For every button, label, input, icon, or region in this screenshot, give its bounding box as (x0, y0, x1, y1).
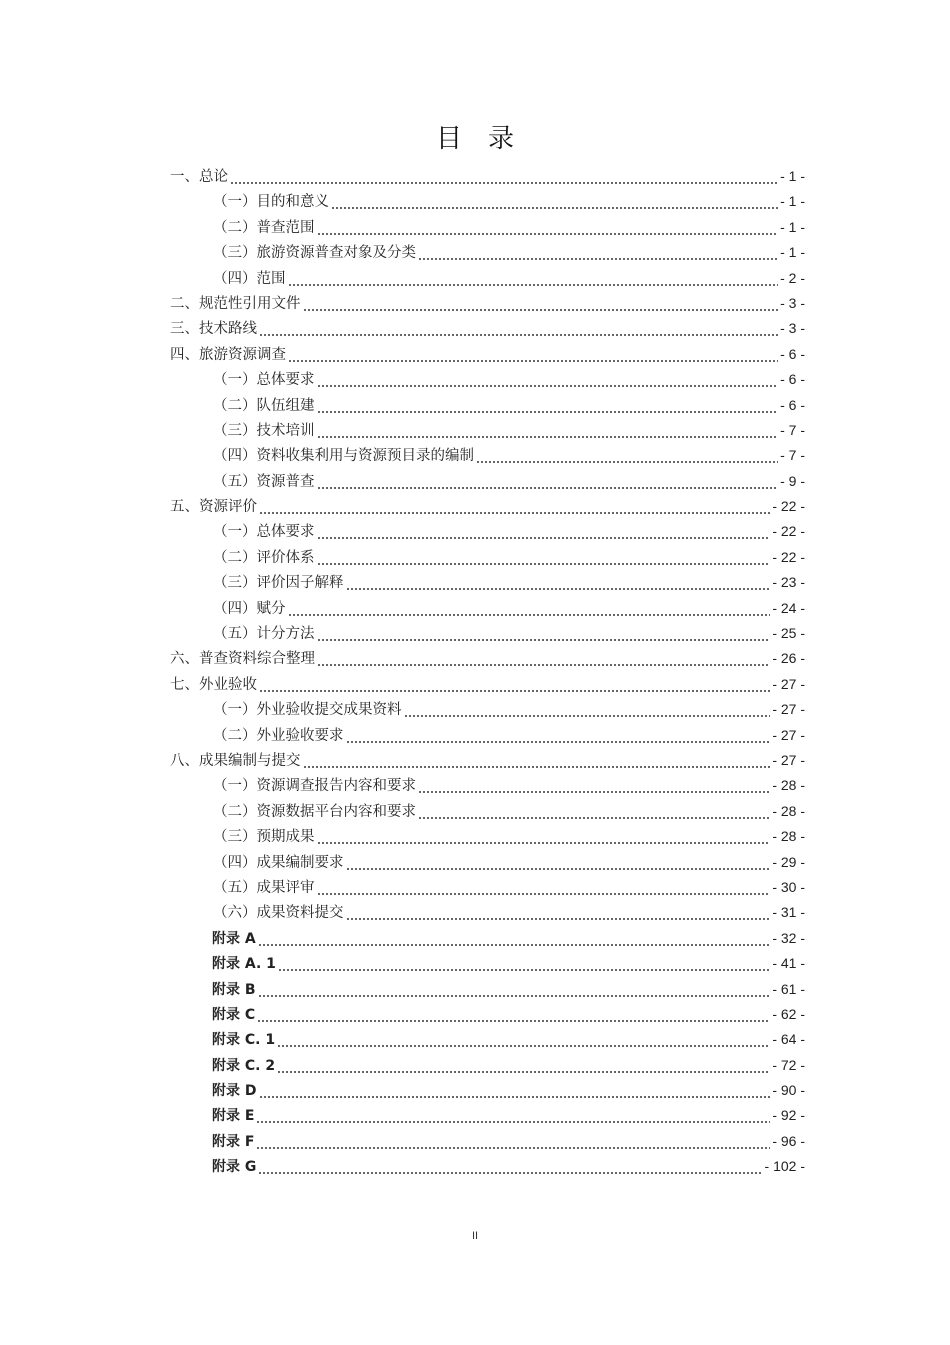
dot-leader (317, 469, 779, 494)
toc-entry-label: 二、规范性引用文件 (170, 295, 301, 312)
toc-entry[interactable] (0, 215, 950, 240)
toc-entry[interactable] (0, 494, 950, 519)
dot-leader (317, 824, 771, 849)
toc-entry-page: - 22 - (772, 523, 805, 540)
toc-entry-label: 附录 D (212, 1083, 257, 1100)
toc-entry-label: 四、旅游资源调查 (170, 346, 286, 363)
toc-entry-page: - 62 - (772, 1005, 805, 1022)
dot-leader (346, 723, 771, 748)
toc-entry-label: （二）队伍组建 (213, 397, 315, 414)
toc-entry-label: 附录 C. 2 (212, 1057, 276, 1074)
toc-entry-label: （一）外业验收提交成果资料 (213, 702, 402, 719)
toc-entry[interactable] (0, 164, 950, 189)
toc-entry-label: （二）普查范围 (213, 219, 315, 236)
dot-leader (256, 1103, 770, 1128)
toc-entry[interactable] (0, 443, 950, 468)
toc-entry[interactable] (0, 773, 950, 798)
dot-leader (317, 393, 779, 418)
toc-entry-label: （四）赋分 (213, 600, 286, 617)
toc-entry[interactable] (0, 570, 950, 595)
dot-leader (404, 697, 771, 722)
toc-entry[interactable] (0, 316, 950, 341)
toc-entry-page: - 6 - (780, 371, 805, 388)
dot-leader (256, 1129, 770, 1154)
toc-entry-page: - 1 - (780, 193, 805, 210)
toc-entry[interactable] (0, 646, 950, 671)
toc-entry-page: - 92 - (772, 1107, 805, 1124)
toc-entry[interactable] (0, 266, 950, 291)
toc-entry-label: 三、技术路线 (170, 321, 257, 338)
dot-leader (259, 316, 778, 341)
toc-entry[interactable] (0, 926, 950, 951)
toc-entry-page: - 24 - (772, 599, 805, 616)
toc-entry[interactable] (0, 850, 950, 875)
dot-leader (317, 875, 771, 900)
toc-entry-page: - 1 - (780, 168, 805, 184)
toc-entry[interactable] (0, 672, 950, 697)
toc-entry-page: - 27 - (772, 701, 805, 718)
dot-leader (288, 342, 778, 367)
toc-entry[interactable] (0, 748, 950, 773)
toc-entry[interactable] (0, 393, 950, 418)
dot-leader (259, 1078, 771, 1103)
toc-entry-label: （二）资源数据平台内容和要求 (213, 803, 416, 820)
toc-entry-page: - 25 - (772, 625, 805, 642)
toc-entry-label: 附录 F (212, 1133, 255, 1150)
toc-entry-page: - 96 - (772, 1132, 805, 1149)
toc-entry-label: （五）成果评审 (213, 879, 315, 896)
toc-entry-label: 七、外业验收 (170, 676, 257, 693)
toc-entry-label: （四）资料收集利用与资源预目录的编制 (213, 448, 474, 465)
toc-entry[interactable] (0, 1154, 950, 1179)
toc-entry-page: - 27 - (772, 726, 805, 743)
toc-entry-page: - 41 - (772, 955, 805, 972)
toc-entry-label: 附录 G (212, 1159, 257, 1176)
toc-entry[interactable] (0, 1129, 950, 1154)
dot-leader (317, 367, 779, 392)
toc-entry-label: （二）评价体系 (213, 549, 315, 566)
toc-title: 目录 (435, 124, 540, 154)
dot-leader (418, 240, 778, 265)
dot-leader (317, 646, 770, 671)
dot-leader (259, 494, 770, 519)
toc-entry-page: - 22 - (772, 548, 805, 565)
dot-leader (331, 189, 778, 214)
toc-entry-page: - 27 - (772, 675, 805, 692)
toc-entry-label: （三）评价因子解释 (213, 575, 344, 592)
dot-leader (257, 1002, 770, 1027)
toc-entry-label: 五、资源评价 (170, 499, 257, 516)
toc-entry-page: - 1 - (780, 218, 805, 235)
toc-entry-label: （一）目的和意义 (213, 194, 329, 211)
dot-leader (317, 215, 779, 240)
toc-entry-page: - 9 - (780, 472, 805, 489)
toc-entry-label: （五）计分方法 (213, 626, 315, 643)
toc-entry-label: 附录 E (212, 1108, 255, 1125)
toc-entry[interactable] (0, 723, 950, 748)
toc-entry[interactable] (0, 900, 950, 925)
toc-entry[interactable] (0, 342, 950, 367)
toc-entry-page: - 29 - (772, 853, 805, 870)
toc-entry[interactable] (0, 418, 950, 443)
toc-entry[interactable] (0, 1078, 950, 1103)
dot-leader (259, 672, 770, 697)
toc-entry[interactable] (0, 799, 950, 824)
toc-entry[interactable] (0, 596, 950, 621)
dot-leader (418, 799, 770, 824)
toc-entry-page: - 27 - (772, 751, 805, 768)
toc-entry[interactable] (0, 977, 950, 1002)
toc-entry-page: - 2 - (780, 269, 805, 286)
toc-entry-page: - 28 - (772, 828, 805, 845)
toc-entry-page: - 7 - (780, 421, 805, 438)
toc-entry[interactable] (0, 367, 950, 392)
dot-leader (258, 1154, 762, 1179)
toc-entry-label: 八、成果编制与提交 (170, 752, 301, 769)
toc-entry[interactable] (0, 469, 950, 494)
dot-leader (277, 1053, 770, 1078)
toc-entry-label: 附录 A (212, 930, 256, 947)
dot-leader (346, 570, 771, 595)
toc-entry[interactable] (0, 875, 950, 900)
toc-entry-label: 一、总论 (170, 169, 228, 185)
toc-entry-page: - 30 - (772, 878, 805, 895)
toc-entry-label: （一）资源调查报告内容和要求 (213, 778, 416, 795)
toc-entry-label: （二）外业验收要求 (213, 727, 344, 744)
dot-leader (317, 621, 771, 646)
toc-entry-page: - 6 - (780, 396, 805, 413)
dot-leader (258, 926, 771, 951)
toc-entry[interactable] (0, 951, 950, 976)
toc-entry-page: - 61 - (772, 980, 805, 997)
toc-entry-page: - 6 - (780, 345, 805, 362)
dot-leader (418, 773, 770, 798)
toc-entry-page: - 3 - (780, 294, 805, 311)
dot-leader (258, 977, 771, 1002)
toc-entry-label: （一）总体要求 (213, 524, 315, 541)
toc-entry-page: - 72 - (772, 1056, 805, 1073)
dot-leader (346, 900, 771, 925)
toc-entry[interactable] (0, 1103, 950, 1128)
toc-entry-page: - 28 - (772, 777, 805, 794)
toc-entry-page: - 102 - (764, 1158, 805, 1175)
toc-entry-label: 附录 A. 1 (212, 956, 276, 973)
dot-leader (303, 291, 779, 316)
toc-entry[interactable] (0, 1027, 950, 1052)
toc-entry[interactable] (0, 1053, 950, 1078)
toc-entry-page: - 22 - (772, 498, 805, 515)
toc-entry-label: （五）资源普查 (213, 473, 315, 490)
toc-entry-page: - 7 - (780, 447, 805, 464)
toc-entry-page: - 26 - (772, 650, 805, 667)
dot-leader (288, 266, 779, 291)
dot-leader (230, 164, 778, 189)
toc-entry-label: （六）成果资料提交 (213, 905, 344, 922)
dot-leader (476, 443, 778, 468)
toc-entry-page: - 1 - (780, 244, 805, 261)
toc-entry-label: 六、普查资料综合整理 (170, 651, 315, 668)
toc-entry-page: - 64 - (772, 1031, 805, 1048)
toc-entry-page: - 31 - (772, 904, 805, 921)
toc-entry[interactable] (0, 621, 950, 646)
toc-entry-page: - 90 - (772, 1082, 805, 1099)
toc-entry-label: 附录 C (212, 1006, 256, 1023)
toc-entry-label: （三）预期成果 (213, 829, 315, 846)
page-number: II (471, 1230, 479, 1242)
toc-entry-label: （三）旅游资源普查对象及分类 (213, 245, 416, 262)
dot-leader (288, 596, 771, 621)
toc-entry[interactable] (0, 545, 950, 570)
toc-entry-page: - 28 - (772, 802, 805, 819)
toc-entry-label: （三）技术培训 (213, 422, 315, 439)
toc-entry[interactable] (0, 824, 950, 849)
dot-leader (317, 519, 771, 544)
toc-entry-label: （四）范围 (213, 270, 286, 287)
toc-entry-page: - 3 - (780, 320, 805, 337)
toc-entry-label: （一）总体要求 (213, 372, 315, 389)
dot-leader (278, 951, 770, 976)
toc-entry-label: （四）成果编制要求 (213, 854, 344, 871)
toc-entry-label: 附录 B (212, 981, 256, 998)
toc-entry[interactable] (0, 1002, 950, 1027)
toc-entry[interactable] (0, 519, 950, 544)
dot-leader (303, 748, 771, 773)
toc-entry-page: - 32 - (772, 929, 805, 946)
toc-entry-page: - 23 - (772, 574, 805, 591)
toc-entry-label: 附录 C. 1 (212, 1032, 276, 1049)
toc-entry[interactable] (0, 240, 950, 265)
dot-leader (346, 850, 771, 875)
toc-entry[interactable] (0, 697, 950, 722)
dot-leader (317, 545, 771, 570)
dot-leader (277, 1027, 770, 1052)
dot-leader (317, 418, 779, 443)
toc-entry[interactable] (0, 291, 950, 316)
toc-entry[interactable] (0, 189, 950, 214)
table-of-contents (0, 164, 950, 1180)
